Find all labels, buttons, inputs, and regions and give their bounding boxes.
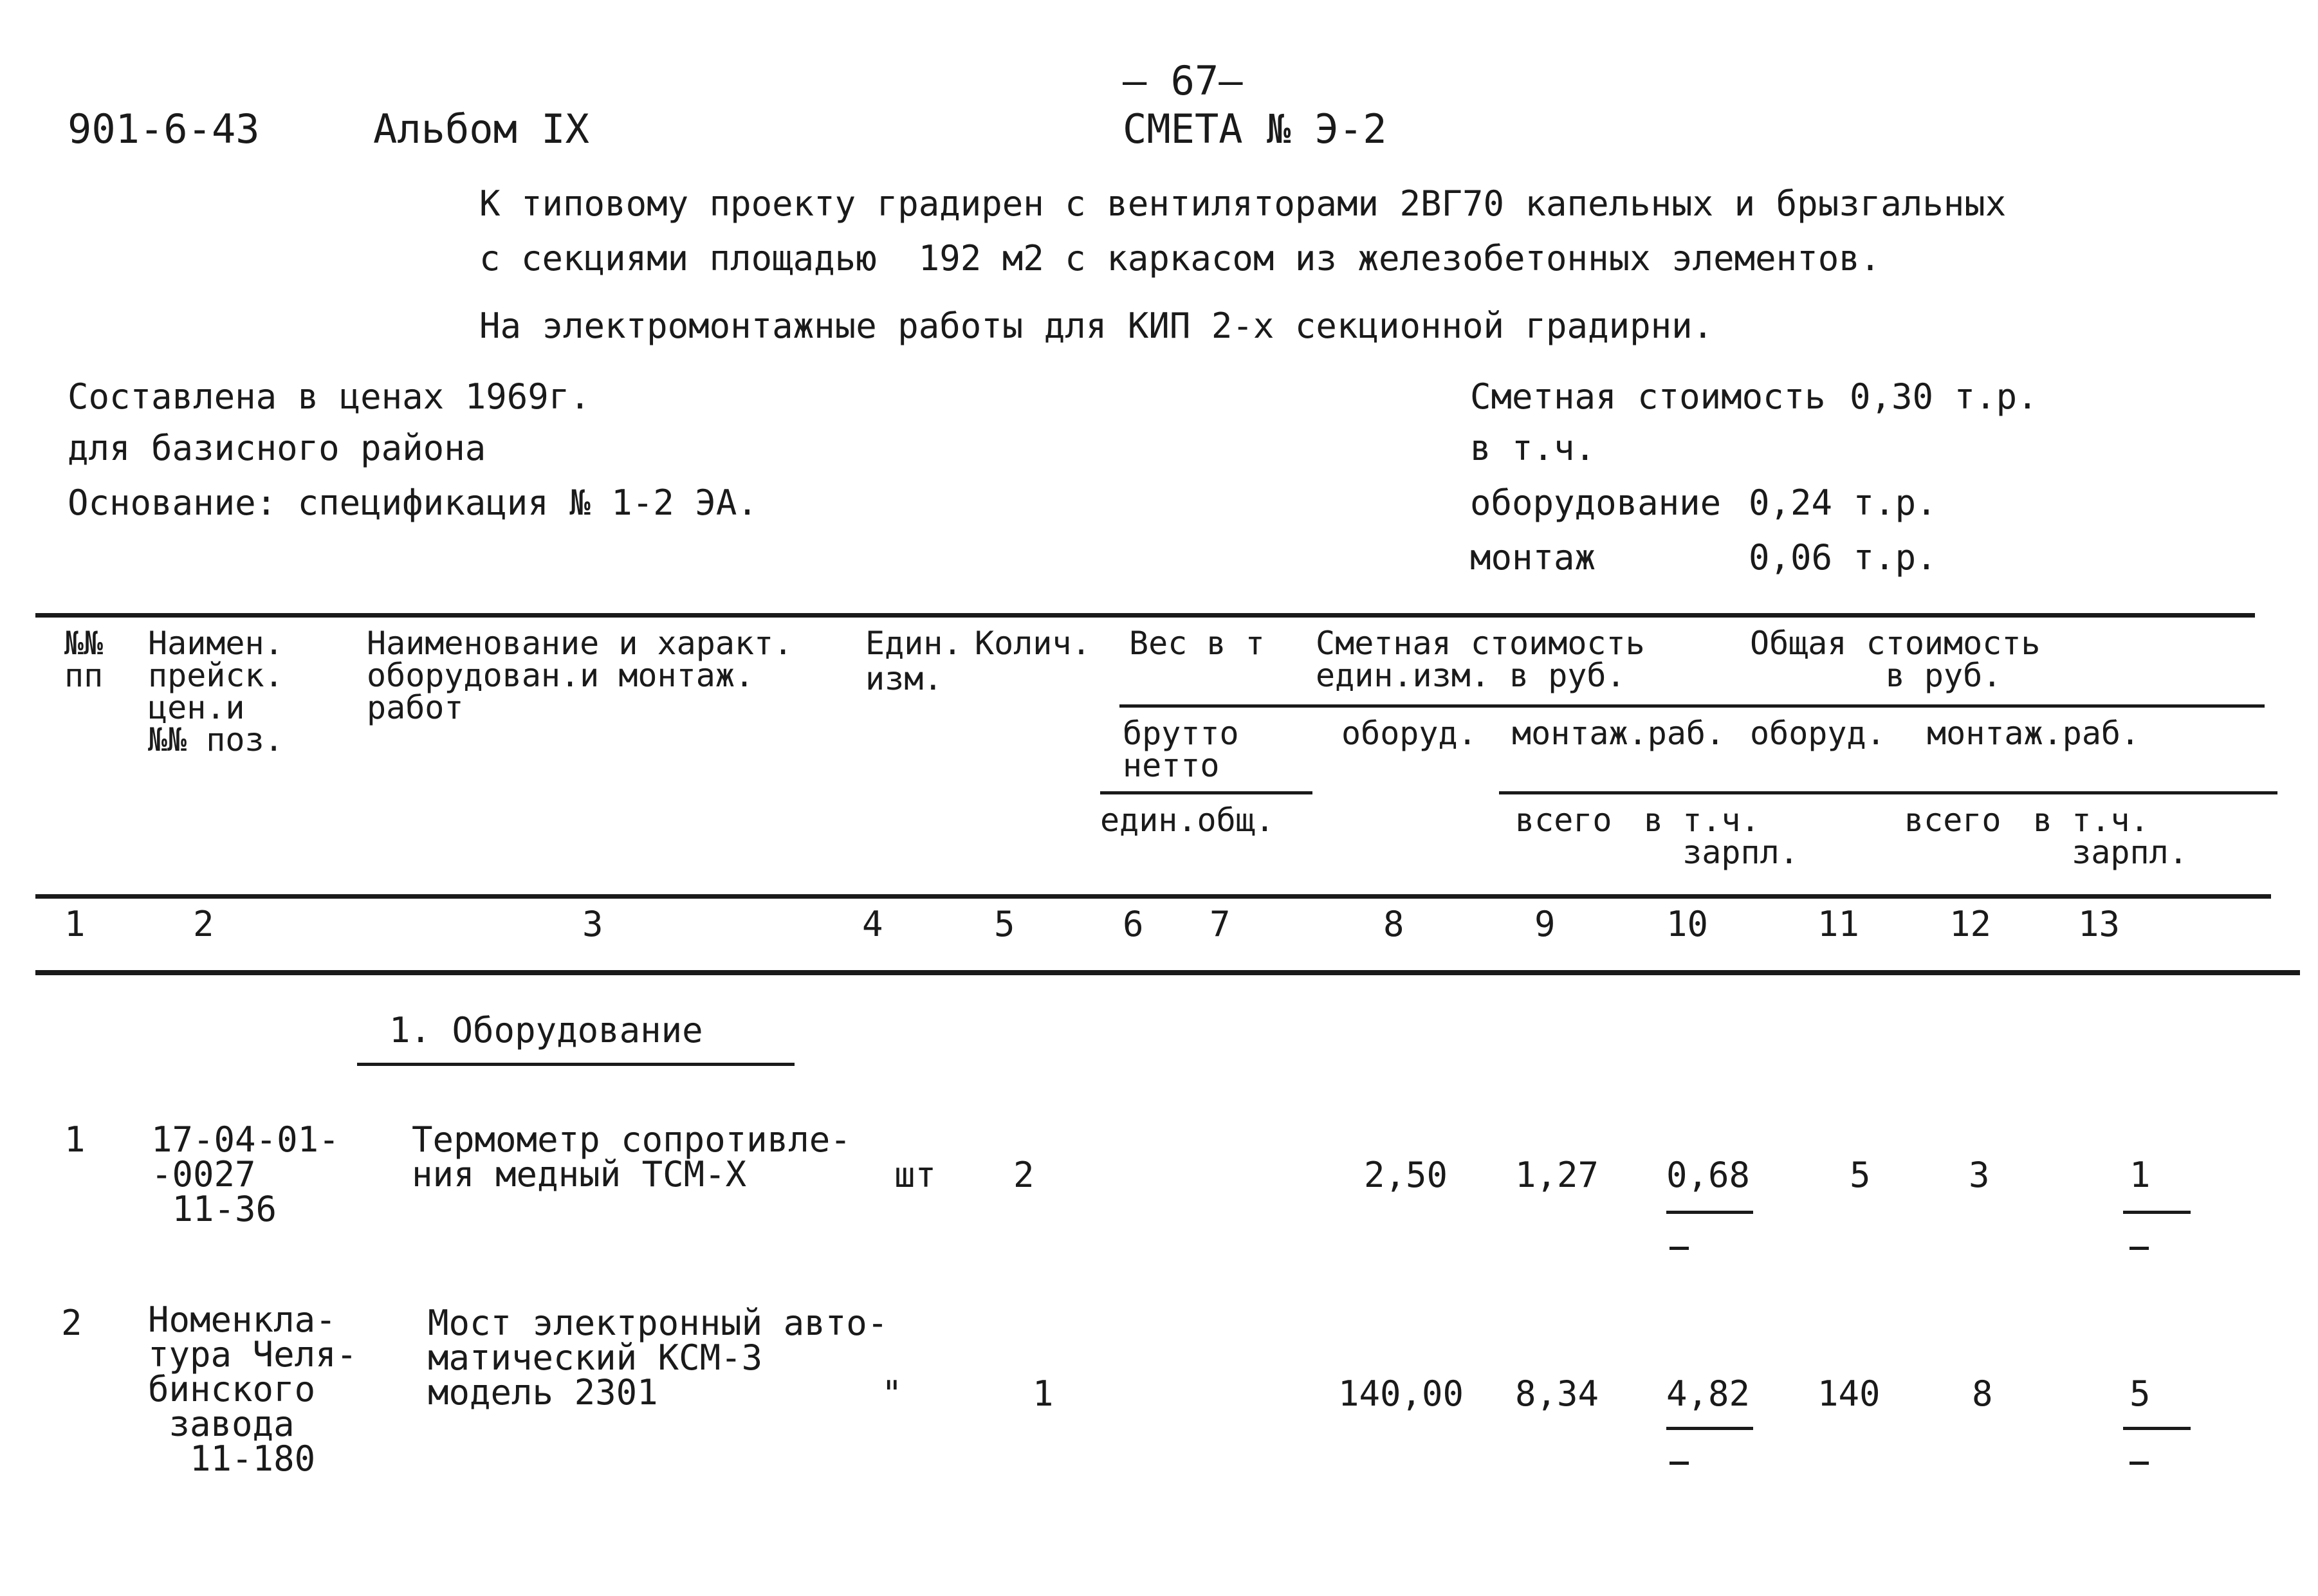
equipment-cost-label: оборудование (1470, 482, 1722, 523)
row-1-wages-dash (1670, 1247, 1689, 1250)
column-number: 2 (193, 904, 214, 944)
column-number: 5 (994, 904, 1015, 944)
row-1-total-wages-dash (2129, 1247, 2149, 1250)
total-cost-value: 0,30 т.р. (1850, 376, 2038, 417)
row-2-unit: " (881, 1373, 903, 1414)
including-label: в т.ч. (1470, 428, 1596, 468)
description-line-1: К типовому проекту градирен с вентиляторами 2ВГ70 капельных и брызгальных (479, 183, 2007, 224)
header-unit: Един. (865, 625, 962, 662)
header-price-code: Наимен. прейск. цен.и №№ поз. (148, 625, 284, 758)
column-number: 10 (1666, 904, 1709, 944)
row-2-unit-wages: 4,82 (1666, 1373, 1751, 1414)
header-unit-line2: изм. (865, 660, 943, 697)
install-cost-value: 0,06 т.р. (1749, 537, 1937, 578)
row-1-unit-equipment-cost: 2,50 (1364, 1155, 1448, 1195)
equipment-cost-value: 0,24 т.р. (1749, 482, 1937, 523)
column-number: 12 (1949, 904, 1992, 944)
row-1-number: 1 (64, 1119, 86, 1160)
section-title: 1. Оборудование (389, 1010, 703, 1050)
column-numbers-bottom-rule (35, 970, 2300, 975)
row-2-unit-equipment-cost: 140,00 (1338, 1373, 1464, 1414)
row-2-price-code: Номенкла- тура Челя- бинского завода 11-180 (148, 1299, 358, 1479)
column-number: 1 (64, 904, 86, 944)
row-2-unit-install-cost: 8,34 (1515, 1373, 1599, 1414)
row-2-number: 2 (61, 1303, 82, 1343)
row-1-quantity: 2 (1013, 1155, 1035, 1195)
header-install-total: монтаж.раб. (1927, 715, 2140, 752)
album-label: Альбом IX (373, 105, 589, 152)
column-number: 4 (862, 904, 883, 944)
specification-basis: Основание: спецификация № 1-2 ЭА. (68, 482, 758, 523)
total-cost-label: Сметная стоимость (1470, 376, 1826, 417)
column-number: 9 (1534, 904, 1556, 944)
row-1-unit-install-cost: 1,27 (1515, 1155, 1599, 1195)
row-1-wages-underline (1666, 1211, 1753, 1214)
header-equipment-total: оборуд. (1750, 715, 1886, 752)
row-1-total-wages-underline (2123, 1211, 2191, 1214)
header-unit-cost: Сметная стоимость един.изм. в руб. (1316, 625, 1645, 694)
row-1-total-install: 3 (1969, 1155, 1990, 1195)
section-title-underline (357, 1063, 795, 1066)
column-number: 3 (582, 904, 603, 944)
column-number: 8 (1383, 904, 1404, 944)
header-wages-unit: в т.ч. зарпл. (1644, 802, 1799, 871)
row-2-total-equipment: 140 (1817, 1373, 1881, 1414)
row-2-total-wages: 5 (2129, 1373, 2151, 1414)
project-code: 901-6-43 (68, 105, 260, 152)
row-2-total-wages-dash (2129, 1462, 2149, 1465)
row-2-total-install: 8 (1972, 1373, 1993, 1414)
header-equipment-unit: оборуд. (1341, 715, 1477, 752)
install-cost-label: монтаж (1470, 537, 1596, 578)
row-2-quantity: 1 (1033, 1373, 1054, 1414)
description-line-2: с секциями площадью 192 м2 с каркасом из железобетонных элементов. (479, 238, 1881, 279)
header-subrule-cost (1499, 791, 2277, 794)
header-subrule-1 (1119, 704, 2265, 708)
row-1-unit-wages: 0,68 (1666, 1155, 1751, 1195)
header-all-total: всего (1904, 802, 2001, 839)
header-row-number: №№ пп (64, 625, 104, 694)
header-wages-total: в т.ч. зарпл. (2033, 802, 2188, 871)
header-brutto-netto: брутто нетто (1123, 715, 1239, 784)
column-number: 11 (1817, 904, 1860, 944)
header-subrule-weight (1100, 791, 1312, 794)
column-number: 13 (2078, 904, 2120, 944)
row-1-unit: шт (894, 1155, 937, 1195)
header-bottom-rule (35, 894, 2271, 899)
region-basis: для базисного района (68, 428, 486, 468)
header-unit-total: един.общ. (1100, 802, 1274, 839)
row-1-total-wages: 1 (2129, 1155, 2151, 1195)
column-number: 6 (1123, 904, 1144, 944)
header-all-unit: всего (1515, 802, 1612, 839)
description-line-3: На электромонтажные работы для КИП 2-х секционной градирни. (479, 306, 1714, 346)
row-2-wages-underline (1666, 1427, 1753, 1430)
header-install-unit: монтаж.раб. (1512, 715, 1725, 752)
header-weight: Вес в т (1129, 625, 1265, 662)
page-number: – 67– (1123, 57, 1243, 104)
header-name: Наименование и характ. оборудован.и монтаж. работ (367, 625, 793, 726)
row-1-name: Термометр сопротивле- ния медный ТСМ-Х (412, 1119, 851, 1195)
header-quantity: Колич. (975, 625, 1091, 662)
table-top-rule (35, 613, 2255, 618)
row-1-total-equipment: 5 (1850, 1155, 1871, 1195)
row-2-name: Мост электронный авто- матический КСМ-3 модель 2301 (428, 1303, 888, 1413)
row-2-wages-dash (1670, 1462, 1689, 1465)
column-number: 7 (1210, 904, 1231, 944)
header-total-cost: Общая стоимость в руб. (1750, 625, 2041, 694)
row-2-total-wages-underline (2123, 1427, 2191, 1430)
estimate-title: СМЕТА № Э-2 (1123, 105, 1387, 152)
row-1-price-code: 17-04-01- -0027 11-36 (151, 1119, 340, 1229)
price-basis: Составлена в ценах 1969г. (68, 376, 591, 417)
